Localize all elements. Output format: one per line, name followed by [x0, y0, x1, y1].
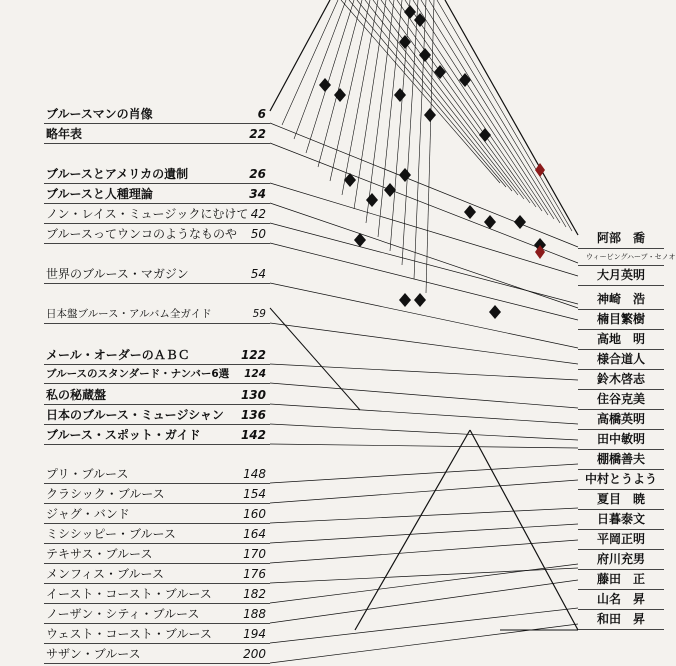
- toc-title: ブルースとアメリカの遺制: [46, 167, 189, 181]
- connector-line: [270, 283, 578, 348]
- author-name: 中村とうよう: [578, 470, 664, 490]
- toc-title: 略年表: [46, 127, 83, 141]
- connector-line: [270, 364, 578, 380]
- toc-page-number: 188: [243, 607, 266, 621]
- toc-entry: [44, 526, 270, 544]
- toc-page-number: 154: [243, 487, 266, 501]
- connector-line: [270, 404, 578, 424]
- author-name: 平岡正明: [578, 530, 664, 550]
- toc-entry: [44, 506, 270, 524]
- filled-cell-marker: [479, 128, 491, 142]
- author-name: 藤田 正: [578, 570, 664, 590]
- toc-entry: [44, 186, 270, 204]
- toc-page-number: 164: [243, 527, 266, 541]
- filled-cell-marker: [366, 193, 378, 207]
- toc-page-number: 160: [243, 507, 266, 521]
- toc-page-number: 26: [249, 167, 266, 181]
- filled-cell-marker: [399, 293, 411, 307]
- connector-line: [270, 464, 578, 483]
- mesh-line: [445, 0, 578, 235]
- mesh-line: [357, 0, 512, 191]
- author-name: 高橋英明: [578, 410, 664, 430]
- toc-title: ブルース・スポット・ガイド: [46, 428, 201, 442]
- author-name: 住谷克美: [578, 390, 664, 410]
- toc-page-number: 42: [250, 207, 266, 221]
- filled-cell-marker: [394, 88, 406, 102]
- toc-page-number: 59: [252, 308, 266, 320]
- toc-page-number: 54: [250, 267, 266, 281]
- mesh-line: [294, 0, 346, 139]
- toc-page-number: 194: [243, 627, 266, 641]
- connector-line: [270, 480, 578, 503]
- author-name: 様合道人: [578, 350, 664, 370]
- mesh-line: [365, 0, 518, 195]
- toc-page-number: 182: [243, 587, 266, 601]
- toc-title: ブルースと人種理論: [46, 187, 153, 201]
- filled-cell-marker: [319, 78, 331, 92]
- toc-title: ウェスト・コースト・ブルース: [46, 627, 212, 641]
- toc-page-number: 6: [257, 107, 266, 121]
- toc-page-number: 22: [249, 127, 266, 141]
- toc-entry: [44, 206, 270, 224]
- mesh-line: [413, 0, 554, 219]
- connector-line: [270, 143, 578, 263]
- toc-title: テキサス・ブルース: [46, 547, 153, 561]
- toc-title: 世界のブルース・マガジン: [46, 267, 189, 281]
- mesh-line: [421, 0, 560, 223]
- author-name: 府川充男: [578, 550, 664, 570]
- mesh-line: [437, 0, 572, 231]
- toc-entry: [44, 226, 270, 244]
- mesh-line: [270, 0, 330, 111]
- author-name: 日暮泰文: [578, 510, 664, 530]
- mesh-line: [397, 0, 542, 211]
- mesh-line: [306, 0, 354, 153]
- toc-entry: [44, 626, 270, 644]
- toc-entry: [44, 486, 270, 504]
- author-name: 神崎 浩: [578, 290, 664, 310]
- toc-page-number: 170: [243, 547, 266, 561]
- filled-cell-marker: [434, 65, 446, 79]
- toc-entry: [44, 566, 270, 584]
- author-name: ウィービングハーブ・セノオ: [578, 249, 664, 266]
- toc-entry: [44, 427, 270, 445]
- author-name: 夏目 暁: [578, 490, 664, 510]
- mesh-line: [414, 0, 426, 279]
- mesh-line: [342, 0, 378, 195]
- toc-page-number: 34: [249, 187, 266, 201]
- toc-entry: [44, 546, 270, 564]
- author-name: 和田 昇: [578, 610, 664, 630]
- toc-page-number: 136: [240, 408, 266, 422]
- toc-title: サザン・ブルース: [46, 647, 141, 661]
- connector-line: [270, 424, 578, 440]
- author-name: 棚橋善夫: [578, 450, 664, 470]
- connector-line: [270, 568, 578, 583]
- author-name: 田中敏明: [578, 430, 664, 450]
- filled-cell-marker: [424, 108, 436, 122]
- mesh-line: [341, 0, 500, 183]
- author-name: 大月英明: [578, 266, 664, 286]
- toc-title: ブルースってウンコのようなものや: [46, 227, 238, 241]
- connector-line: [270, 243, 578, 320]
- author-name: 山名 昇: [578, 590, 664, 610]
- toc-title: ブルースマンの肖像: [46, 107, 153, 121]
- connector-line: [270, 183, 578, 276]
- toc-page-number: 176: [243, 567, 266, 581]
- author-name: 楠目繁樹: [578, 310, 664, 330]
- toc-entry: [44, 306, 270, 324]
- lattice-edge: [355, 430, 470, 630]
- toc-title: ジャグ・バンド: [46, 507, 130, 521]
- toc-entry: [44, 646, 270, 664]
- filled-cell-marker: [464, 205, 476, 219]
- toc-entry: [44, 347, 270, 365]
- toc-entry: [44, 407, 270, 425]
- filled-cell-marker: [419, 48, 431, 62]
- connector-line: [270, 223, 578, 304]
- toc-title: メール・オーダーのＡＢＣ: [46, 348, 190, 362]
- toc-page-number: 142: [240, 428, 266, 442]
- toc-title: 私の秘蔵盤: [46, 388, 107, 402]
- mesh-line: [405, 0, 548, 215]
- toc-entry: [44, 266, 270, 284]
- connector-line: [270, 323, 578, 364]
- toc-title: 日本盤ブルース・アルバム全ガイド: [46, 308, 212, 320]
- mesh-line: [282, 0, 338, 125]
- toc-title: ノン・レイス・ミュージックにむけて: [46, 207, 249, 221]
- toc-page-number: 200: [243, 647, 266, 661]
- toc-page-number: 124: [244, 368, 266, 380]
- toc-entry: [44, 126, 270, 144]
- toc-entry: [44, 466, 270, 484]
- toc-title: ブルースのスタンダード・ナンバー6選: [46, 368, 230, 380]
- mesh-line: [378, 0, 402, 237]
- connector-line: [270, 608, 578, 643]
- toc-entry: [44, 166, 270, 184]
- toc-page-number: 50: [250, 227, 266, 241]
- connector-line: [270, 444, 578, 448]
- filled-cell-marker: [404, 5, 416, 19]
- toc-title: クラシック・ブルース: [46, 487, 165, 501]
- filled-cell-marker: [399, 168, 411, 182]
- toc-entry: [44, 106, 270, 124]
- connector-line: [270, 564, 578, 603]
- toc-title: ミシシッピー・ブルース: [46, 527, 176, 541]
- author-name: 高地 明: [578, 330, 664, 350]
- toc-title: ノーザン・シティ・ブルース: [46, 607, 200, 621]
- toc-title: メンフィス・ブルース: [46, 567, 164, 581]
- filled-cell-marker: [414, 293, 426, 307]
- filled-cell-marker: [489, 305, 501, 319]
- toc-page-number: 148: [243, 467, 266, 481]
- toc-entry: [44, 387, 270, 405]
- filled-cell-marker: [514, 215, 526, 229]
- toc-page-number: 130: [240, 388, 266, 402]
- toc-entry: [44, 586, 270, 604]
- connector-line: [270, 524, 578, 543]
- toc-page-number: 122: [240, 348, 266, 362]
- toc-entry: [44, 606, 270, 624]
- author-name: 鈴木啓志: [578, 370, 664, 390]
- connector-line: [270, 580, 578, 623]
- connector-line: [270, 203, 578, 308]
- toc-title: 日本のブルース・ミュージシャン: [46, 408, 224, 422]
- connector-line: [270, 383, 578, 408]
- mesh-line: [349, 0, 506, 187]
- filled-cell-marker: [459, 73, 471, 87]
- toc-entry: [44, 366, 270, 384]
- author-name: 阿部 喬: [578, 229, 664, 249]
- lattice-edge: [270, 308, 360, 410]
- toc-title: イースト・コースト・ブルース: [46, 587, 212, 601]
- toc-title: プリ・ブルース: [46, 467, 129, 481]
- filled-cell-marker: [414, 13, 426, 27]
- mesh-line: [429, 0, 566, 227]
